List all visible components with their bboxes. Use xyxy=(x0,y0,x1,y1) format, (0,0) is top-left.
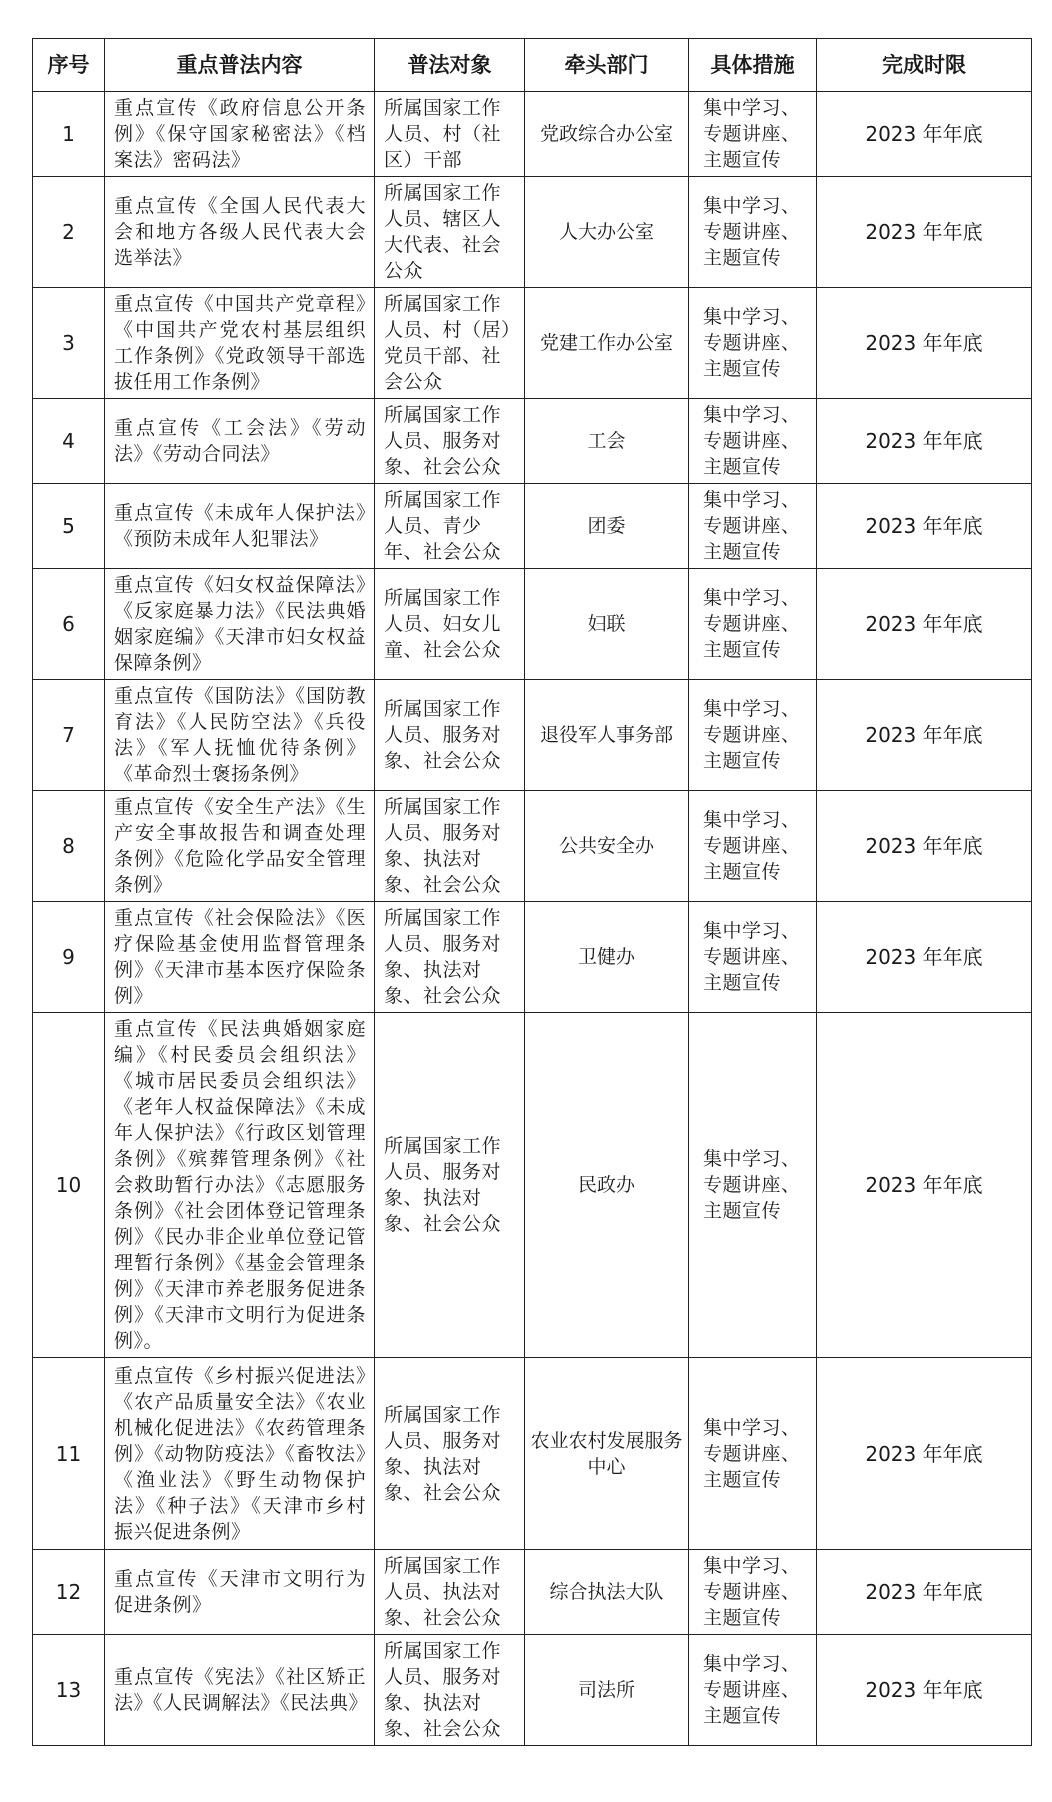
law-content: 重点宣传《国防法》《国防教育法》《人民防空法》《兵役法》《军人抚恤优待条例》《革命烈士褒扬条例》 xyxy=(105,680,375,791)
table-row xyxy=(33,902,1032,1013)
lead-department: 退役军人事务部 xyxy=(525,680,689,791)
deadline: 2023 年年底 xyxy=(817,1635,1032,1746)
deadline: 2023 年年底 xyxy=(817,569,1032,680)
target-audience: 所属国家工作人员、服务对象、执法对象、社会公众 xyxy=(375,902,525,1013)
target-audience: 所属国家工作人员、服务对象、社会公众 xyxy=(375,399,525,484)
law-content: 重点宣传《安全生产法》《生产安全事故报告和调查处理条例》《危险化学品安全管理条例》 xyxy=(105,791,375,902)
deadline: 2023 年年底 xyxy=(817,1550,1032,1635)
plan-table xyxy=(32,38,1032,1746)
target-audience: 所属国家工作人员、服务对象、执法对象、社会公众 xyxy=(375,791,525,902)
target-audience: 所属国家工作人员、服务对象、执法对象、社会公众 xyxy=(375,1635,525,1746)
deadline: 2023 年年底 xyxy=(817,1013,1032,1358)
measures: 集中学习、专题讲座、主题宣传 xyxy=(689,484,817,569)
row-number: 3 xyxy=(33,288,105,399)
row-number: 8 xyxy=(33,791,105,902)
header-measure: 具体措施 xyxy=(689,39,817,92)
law-content: 重点宣传《民法典婚姻家庭编》《村民委员会组织法》《城市居民委员会组织法》《老年人权益保障法》《未成年人保护法》《行政区划管理条例》《殡葬管理条例》《社会救助暂行办法》《志愿服务条例》《社会团体登记管理条例》《民办非企业单位登记管理暂行条例》《基金会管理条例》《天津市养老服务促进条例》《天津市文明行为促进条例》。 xyxy=(105,1013,375,1358)
header-deadline: 完成时限 xyxy=(817,39,1032,92)
row-number: 9 xyxy=(33,902,105,1013)
lead-department: 民政办 xyxy=(525,1013,689,1358)
measures: 集中学习、专题讲座、主题宣传 xyxy=(689,680,817,791)
target-audience: 所属国家工作人员、辖区人大代表、社会公众 xyxy=(375,177,525,288)
table-row xyxy=(33,1550,1032,1635)
row-number: 10 xyxy=(33,1013,105,1358)
row-number: 1 xyxy=(33,92,105,177)
law-content: 重点宣传《社会保险法》《医疗保险基金使用监督管理条例》《天津市基本医疗保险条例》 xyxy=(105,902,375,1013)
lead-department: 党建工作办公室 xyxy=(525,288,689,399)
law-content: 重点宣传《妇女权益保障法》《反家庭暴力法》《民法典婚姻家庭编》《天津市妇女权益保障条例》 xyxy=(105,569,375,680)
target-audience: 所属国家工作人员、妇女儿童、社会公众 xyxy=(375,569,525,680)
deadline: 2023 年年底 xyxy=(817,484,1032,569)
table-row xyxy=(33,1358,1032,1550)
lead-department: 工会 xyxy=(525,399,689,484)
table-row xyxy=(33,484,1032,569)
row-number: 7 xyxy=(33,680,105,791)
lead-department: 公共安全办 xyxy=(525,791,689,902)
measures: 集中学习、专题讲座、主题宣传 xyxy=(689,902,817,1013)
table-row xyxy=(33,680,1032,791)
lead-department: 农业农村发展服务中心 xyxy=(525,1358,689,1550)
lead-department: 人大办公室 xyxy=(525,177,689,288)
header-row xyxy=(33,39,1032,92)
deadline: 2023 年年底 xyxy=(817,902,1032,1013)
row-number: 6 xyxy=(33,569,105,680)
target-audience: 所属国家工作人员、村（社区）干部 xyxy=(375,92,525,177)
measures: 集中学习、专题讲座、主题宣传 xyxy=(689,791,817,902)
deadline: 2023 年年底 xyxy=(817,288,1032,399)
table-row xyxy=(33,288,1032,399)
lead-department: 党政综合办公室 xyxy=(525,92,689,177)
deadline: 2023 年年底 xyxy=(817,399,1032,484)
table-row xyxy=(33,177,1032,288)
lead-department: 综合执法大队 xyxy=(525,1550,689,1635)
measures: 集中学习、专题讲座、主题宣传 xyxy=(689,92,817,177)
measures: 集中学习、专题讲座、主题宣传 xyxy=(689,177,817,288)
table-row xyxy=(33,791,1032,902)
target-audience: 所属国家工作人员、服务对象、社会公众 xyxy=(375,680,525,791)
deadline: 2023 年年底 xyxy=(817,791,1032,902)
target-audience: 所属国家工作人员、青少年、社会公众 xyxy=(375,484,525,569)
header-dept: 牵头部门 xyxy=(525,39,689,92)
deadline: 2023 年年底 xyxy=(817,1358,1032,1550)
law-content: 重点宣传《乡村振兴促进法》《农产品质量安全法》《农业机械化促进法》《农药管理条例》《动物防疫法》《畜牧法》《渔业法》《野生动物保护法》《种子法》《天津市乡村振兴促进条例》 xyxy=(105,1358,375,1550)
table-row xyxy=(33,1013,1032,1358)
deadline: 2023 年年底 xyxy=(817,92,1032,177)
table-row xyxy=(33,92,1032,177)
table-row xyxy=(33,399,1032,484)
law-content: 重点宣传《工会法》《劳动法》《劳动合同法》 xyxy=(105,399,375,484)
lead-department: 妇联 xyxy=(525,569,689,680)
measures: 集中学习、专题讲座、主题宣传 xyxy=(689,399,817,484)
row-number: 2 xyxy=(33,177,105,288)
measures: 集中学习、专题讲座、主题宣传 xyxy=(689,569,817,680)
row-number: 13 xyxy=(33,1635,105,1746)
header-no: 序号 xyxy=(33,39,105,92)
law-content: 重点宣传《中国共产党章程》《中国共产党农村基层组织工作条例》《党政领导干部选拔任用工作条例》 xyxy=(105,288,375,399)
deadline: 2023 年年底 xyxy=(817,177,1032,288)
target-audience: 所属国家工作人员、服务对象、执法对象、社会公众 xyxy=(375,1358,525,1550)
table-row xyxy=(33,1635,1032,1746)
target-audience: 所属国家工作人员、村（居）党员干部、社会公众 xyxy=(375,288,525,399)
law-content: 重点宣传《宪法》《社区矫正法》《人民调解法》《民法典》 xyxy=(105,1635,375,1746)
header-target: 普法对象 xyxy=(375,39,525,92)
law-content: 重点宣传《政府信息公开条例》《保守国家秘密法》《档案法》密码法》 xyxy=(105,92,375,177)
row-number: 11 xyxy=(33,1358,105,1550)
target-audience: 所属国家工作人员、服务对象、执法对象、社会公众 xyxy=(375,1013,525,1358)
measures: 集中学习、专题讲座、主题宣传 xyxy=(689,1013,817,1358)
law-content: 重点宣传《天津市文明行为促进条例》 xyxy=(105,1550,375,1635)
measures: 集中学习、专题讲座、主题宣传 xyxy=(689,1635,817,1746)
measures: 集中学习、专题讲座、主题宣传 xyxy=(689,1550,817,1635)
row-number: 5 xyxy=(33,484,105,569)
row-number: 12 xyxy=(33,1550,105,1635)
table-row xyxy=(33,569,1032,680)
law-content: 重点宣传《全国人民代表大会和地方各级人民代表大会选举法》 xyxy=(105,177,375,288)
lead-department: 卫健办 xyxy=(525,902,689,1013)
deadline: 2023 年年底 xyxy=(817,680,1032,791)
measures: 集中学习、专题讲座、主题宣传 xyxy=(689,288,817,399)
target-audience: 所属国家工作人员、执法对象、社会公众 xyxy=(375,1550,525,1635)
row-number: 4 xyxy=(33,399,105,484)
header-content: 重点普法内容 xyxy=(105,39,375,92)
lead-department: 团委 xyxy=(525,484,689,569)
lead-department: 司法所 xyxy=(525,1635,689,1746)
law-promotion-plan xyxy=(32,38,1031,1746)
law-content: 重点宣传《未成年人保护法》《预防未成年人犯罪法》 xyxy=(105,484,375,569)
measures: 集中学习、专题讲座、主题宣传 xyxy=(689,1358,817,1550)
